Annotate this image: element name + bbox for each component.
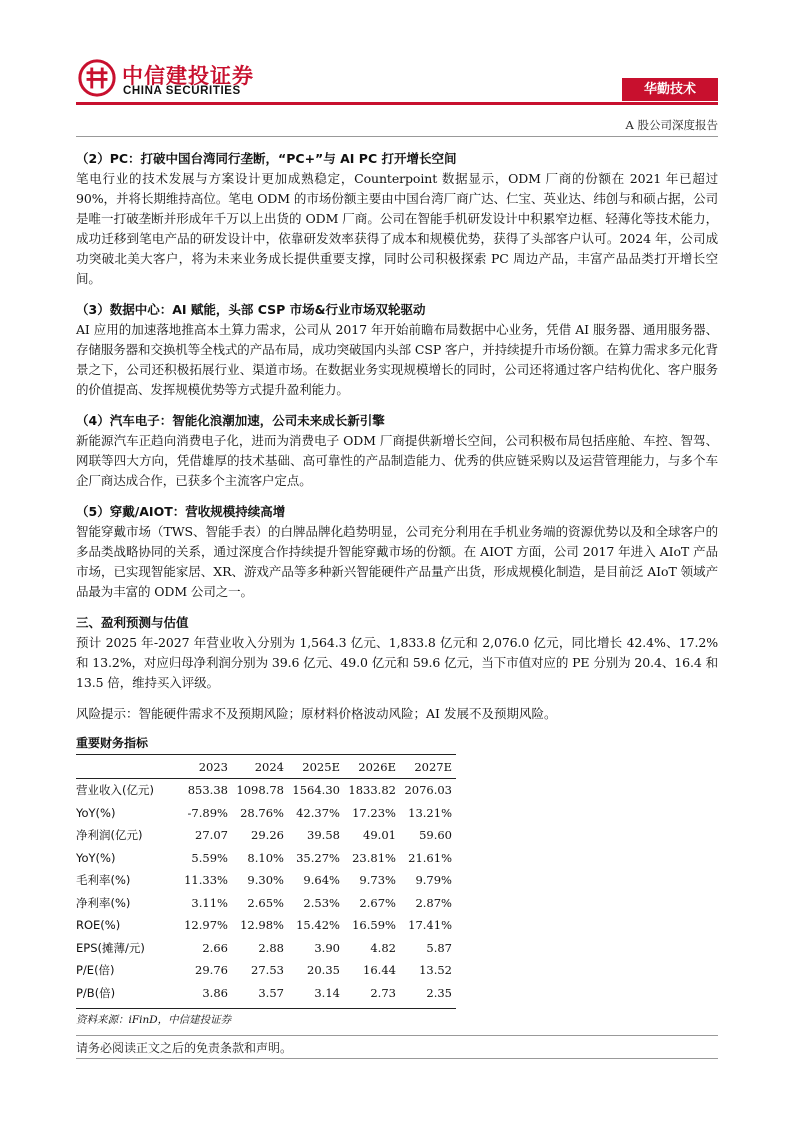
- table-cell: 11.33%: [184, 873, 228, 888]
- table-row-label: YoY(%): [76, 805, 116, 820]
- section-title: 三、盈利预测与估值: [76, 615, 189, 630]
- section-auto-electronics: [76, 411, 718, 491]
- table-row-label: 营业收入(亿元): [76, 783, 154, 798]
- table-header-cell: [76, 755, 180, 779]
- main-content: [76, 149, 718, 1027]
- table-header-row: [76, 755, 456, 779]
- table-cell: 1098.78: [236, 783, 284, 798]
- table-cell: 29.76: [195, 963, 228, 978]
- section-body: 智能穿戴市场（TWS、智能手表）的白牌品牌化趋势明显，公司充分利用在手机业务端的资源优势以及和全球客户的多品类战略协同的关系，通过深度合作持续提升智能穿戴市场的份额。在 AIOT 方面，公司 2017 年进入 AIoT 产品市场，已实现智能家居、XR、游戏产品等多种新兴智能硬件产品量产出货，形成规模化制造，是目前泛 AIoT 领域产品最为丰富的 ODM 公司之一。: [76, 524, 718, 599]
- table-header-cell: 2025E: [288, 755, 344, 779]
- table-cell: 16.44: [363, 963, 396, 978]
- table-cell: 3.86: [202, 985, 228, 1000]
- table-row-label: 净利率(%): [76, 895, 131, 910]
- report-type-label: A 股公司深度报告: [625, 118, 718, 132]
- table-cell: 17.41%: [408, 918, 452, 933]
- table-cell: 3.14: [314, 985, 340, 1000]
- china-securities-logo: [76, 58, 276, 102]
- table-row: [76, 824, 456, 847]
- table-cell: 29.26: [251, 828, 284, 843]
- table-cell: 1833.82: [348, 783, 396, 798]
- table-header-cell: 2026E: [344, 755, 400, 779]
- table-cell: 1564.30: [292, 783, 340, 798]
- table-cell: 2.87%: [415, 895, 452, 910]
- table-cell: 49.01: [363, 828, 396, 843]
- table-cell: 23.81%: [352, 850, 396, 865]
- table-cell: 27.07: [195, 828, 228, 843]
- table-cell: 28.76%: [240, 805, 284, 820]
- table-row-label: EPS(摊薄/元): [76, 940, 145, 955]
- table-cell: 2.65%: [247, 895, 284, 910]
- section-body: 笔电行业的技术发展与方案设计更加成熟稳定，Counterpoint 数据显示，ODM 厂商的份额在 2021 年已超过 90%，并将长期维持高位。笔电 ODM 的市场份额主要由中国台湾厂商广达、仁宝、英业达、纬创与和硕占据，公司是唯一打破垄断并形成年千万以上出货的 ODM 厂商。公司在智能手机研发设计中积累窄边框、轻薄化等技术能力，成功迁移到笔电产品的研发设计中，依靠研发效率获得了成本和规模优势，获得了头部客户认可。2024 年，公司成功突破北美大客户，将为未来业务成长提供重要支撑，同时公司积极探索 PC 周边产品，丰富产品品类打开增长空间。: [76, 171, 718, 286]
- section-pc: [76, 149, 718, 289]
- table-row-label: 净利润(亿元): [76, 828, 143, 843]
- table-cell: 15.42%: [296, 918, 340, 933]
- table-cell: 4.82: [370, 940, 396, 955]
- table-row-label: P/E(倍): [76, 963, 115, 978]
- table-cell: 3.11%: [191, 895, 228, 910]
- table-cell: 59.60: [419, 828, 452, 843]
- table-cell: 17.23%: [352, 805, 396, 820]
- subheader-divider: [76, 136, 718, 137]
- table-row-label: 毛利率(%): [76, 873, 131, 888]
- section-body: 新能源汽车正趋向消费电子化，进而为消费电子 ODM 厂商提供新增长空间，公司积极布局包括座舱、车控、智驾、网联等四大方向，凭借雄厚的技术基础、高可靠性的产品制造能力、优秀的供应链采购以及运营管理能力，与多个车企厂商达成合作，已获多个主流客户定点。: [76, 433, 718, 488]
- table-cell: 39.58: [307, 828, 340, 843]
- table-cell: 27.53: [251, 963, 284, 978]
- section-body: AI 应用的加速落地推高本土算力需求，公司从 2017 年开始前瞻布局数据中心业务，凭借 AI 服务器、通用服务器、存储服务器和交换机等全栈式的产品布局，成功突破国内头部 CSP 客户，并持续提升市场份额。在算力需求多元化背景之下，公司还积极拓展行业、渠道市场。在数据业务实现规模增长的同时，公司还将通过客户结构优化、客户服务的价值提高、发挥规模优势等方式提升盈利能力。: [76, 322, 718, 397]
- table-cell: 9.73%: [359, 873, 396, 888]
- footer-disclaimer: 请务必阅读正文之后的免责条款和声明。: [76, 1041, 293, 1055]
- table-row: [76, 802, 456, 825]
- table-row: [76, 959, 456, 982]
- table-cell: 2.66: [202, 940, 228, 955]
- table-cell: 9.79%: [415, 873, 452, 888]
- table-row-label: P/B(倍): [76, 985, 116, 1000]
- table-header-cell: 2024: [232, 755, 288, 779]
- footer-divider-top: [76, 1035, 718, 1036]
- section-title: （4）汽车电子：智能化浪潮加速，公司未来成长新引擎: [76, 413, 385, 428]
- table-row: [76, 937, 456, 960]
- table-cell: 2.73: [370, 985, 396, 1000]
- section-body: 预计 2025 年-2027 年营业收入分别为 1,564.3 亿元、1,833.8 亿元和 2,076.0 亿元，同比增长 42.4%、17.2%和 13.2%，对应归母净利润分别为 39.6 亿元、49.0 亿元和 59.6 亿元，当下市值对应的 PE 分别为 20.4、16.4 和 13.5 倍，维持买入评级。: [76, 635, 718, 690]
- section-title: （3）数据中心：AI 赋能，头部 CSP 市场&行业市场双轮驱动: [76, 302, 426, 317]
- table-row: [76, 982, 456, 1005]
- table-cell: 853.38: [187, 783, 228, 798]
- table-cell: 5.59%: [191, 850, 228, 865]
- table-row: [76, 869, 456, 892]
- table-cell: 2.53%: [303, 895, 340, 910]
- table-header-cell: 2027E: [400, 755, 456, 779]
- table-cell: 2.88: [258, 940, 284, 955]
- section-wearables-aiot: [76, 502, 718, 602]
- table-cell: 5.87: [426, 940, 452, 955]
- logo-english-name: CHINA SECURITIES: [123, 85, 241, 97]
- table-cell: 42.37%: [296, 805, 340, 820]
- table-cell: 2076.03: [404, 783, 452, 798]
- table-header-cell: 2023: [180, 755, 232, 779]
- table-cell: 12.98%: [240, 918, 284, 933]
- logo-chinese-name: 中信建投证券: [122, 64, 254, 88]
- table-source: 资料来源：iFinD，中信建投证券: [76, 1008, 456, 1027]
- table-row: [76, 847, 456, 870]
- table-cell: 9.30%: [247, 873, 284, 888]
- table-cell: 13.52: [419, 963, 452, 978]
- table-title: 重要财务指标: [76, 736, 149, 750]
- table-cell: 2.35: [426, 985, 452, 1000]
- table-cell: 35.27%: [296, 850, 340, 865]
- section-data-center: [76, 300, 718, 400]
- header-divider: [76, 102, 718, 105]
- logo-emblem-icon: [78, 59, 116, 97]
- table-row-label: YoY(%): [76, 850, 116, 865]
- company-name-tab: 华勤技术: [622, 78, 718, 101]
- section-title: （5）穿戴/AIOT：营收规模持续高增: [76, 504, 286, 519]
- table-cell: 3.90: [314, 940, 340, 955]
- table-cell: -7.89%: [187, 805, 228, 820]
- section-title: （2）PC：打破中国台湾同行垄断，“PC+”与 AI PC 打开增长空间: [76, 151, 457, 166]
- table-cell: 13.21%: [408, 805, 452, 820]
- financial-indicators-table: [76, 754, 456, 1004]
- table-cell: 12.97%: [184, 918, 228, 933]
- risk-warning: 风险提示：智能硬件需求不及预期风险；原材料价格波动风险；AI 发展不及预期风险。: [76, 706, 557, 721]
- table-row: [76, 914, 456, 937]
- table-cell: 8.10%: [247, 850, 284, 865]
- section-forecast: [76, 613, 718, 693]
- page-header: [76, 58, 718, 104]
- table-cell: 21.61%: [408, 850, 452, 865]
- table-row: [76, 779, 456, 802]
- table-cell: 9.64%: [303, 873, 340, 888]
- table-cell: 16.59%: [352, 918, 396, 933]
- table-row-label: ROE(%): [76, 918, 121, 933]
- table-cell: 2.67%: [359, 895, 396, 910]
- footer-divider-bottom: [76, 1058, 718, 1059]
- table-row: [76, 892, 456, 915]
- table-cell: 20.35: [307, 963, 340, 978]
- table-cell: 3.57: [258, 985, 284, 1000]
